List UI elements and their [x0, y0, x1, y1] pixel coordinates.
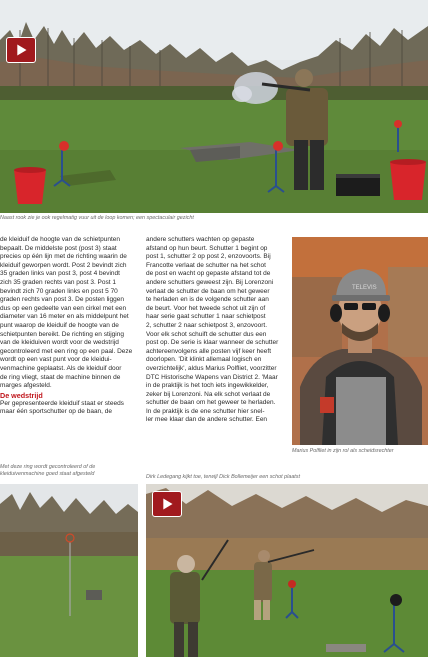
text-line: schutter de baan om het geweer te herladen.: [146, 399, 276, 407]
article-column-2: [146, 236, 286, 425]
text-line: zich 35 graden rechts van post 3. Post 1: [0, 278, 116, 286]
text-line: DTC Historische Wapens van District 2. 'Maar: [146, 373, 278, 381]
text-line: marges afgesteld.: [0, 382, 52, 390]
article-column-1: [0, 236, 140, 417]
text-line: 2, schutter 2 naar schietpost 3, enzovoort.: [146, 321, 268, 329]
section-heading: De wedstrijd: [0, 390, 43, 400]
text-line: overzichtelijk', aldus Marius Polfliet, voorzitter: [146, 364, 277, 372]
text-line: andere schutters wachten op gepaste: [146, 236, 255, 243]
text-line: haar serie gaat schutter 1 naar schietpost: [146, 313, 266, 321]
text-line: 35 graden links van post 3, post 4 bevindt: [0, 270, 120, 278]
portrait-photo: [292, 237, 428, 445]
text-line: In de praktijk is de ene schutter hier snel-: [146, 407, 265, 415]
play-icon: [7, 38, 35, 62]
ring-caption: Met deze ring wordt gecontroleerd of de kleiduivenmachine goed staat afgesteld: [0, 464, 96, 478]
text-line: post 1, schutter 2 op post 2, enzovoorts. Bij: [146, 253, 271, 261]
text-line: wordt op een vast punt voor de kleidui-: [0, 356, 112, 364]
cap-logo-text: TELEVIS: [352, 285, 377, 291]
text-line: venmachine geplaatst. Als de kleiduif door: [0, 364, 122, 372]
text-line: schietpunten bereikt. De richting en stijging: [0, 330, 124, 338]
text-line: doorlopen. 'Dit klinkt allemaal logisch en: [146, 356, 262, 364]
text-line: dus op een gedeelte van een cirkel met een: [0, 304, 127, 312]
text-line: Voor elk schot schuift de schutter dus een: [146, 330, 267, 338]
text-line: maar één sportschutter op de baan, de: [0, 408, 113, 416]
hero-caption: Naast rook zie je ook regelmatig vuur uit de loop komen; een spectaculair gezicht: [0, 215, 194, 221]
text-line: diameter van 16 meter en als middelpunt het: [0, 313, 129, 321]
text-line: van de kleiduiven wordt voor de wedstrijd: [0, 339, 119, 347]
text-line: gecontroleerd met een ring op een paal. Deze: [0, 347, 133, 355]
portrait-caption: Marius Polfliet in zijn rol als scheidsrechter: [292, 448, 394, 454]
text-line: de ring vliegt, staat de machine binnen de: [0, 373, 121, 381]
text-line: graden rechts van post 3. De posten liggen: [0, 296, 124, 304]
shooting-photo: [146, 484, 428, 657]
text-line: Francotte verlaat de schutter na het schot: [146, 261, 266, 269]
text-line: precies op één lijn met de richting waarin de: [0, 253, 127, 261]
text-line: andere schutters geweest zijn. Bij Lorenzoni: [146, 278, 274, 286]
ring-photo: [0, 484, 138, 657]
text-line: ler mee klaar dan de andere schutter. Een: [146, 416, 268, 424]
text-line: zeker bij Lorenzoni. Na elk schot verlaat de: [146, 390, 271, 398]
text-line: afstand op hun beurt. Schutter 1 begint op: [146, 244, 268, 252]
video-play-button-2[interactable]: [152, 491, 182, 517]
text-line: punt waarop de kleiduif de hoogte van de: [0, 321, 119, 329]
text-line: achtereenvolgens alle posten vijf keer heeft: [146, 347, 272, 355]
text-line: bepaalt. De middelste post (post 3) staat: [0, 244, 117, 252]
video-play-button[interactable]: [6, 37, 36, 63]
text-line: bevindt zich 70 graden links en post 5 70: [0, 287, 118, 295]
hero-photo: [0, 0, 428, 213]
text-line: te herladen en is de volgende schutter aan: [146, 296, 269, 304]
text-line: kleiduif geworpen wordt. Post 2 bevindt zich: [0, 261, 127, 269]
text-line: in de praktijk is het toch iets ingewikkelder,: [146, 382, 269, 390]
text-line: de kleiduif de hoogte van de schietpunten: [0, 236, 120, 243]
text-line: Per gepresenteerde kleiduif staat er steeds: [0, 399, 124, 407]
text-line: de beurt. Voor het tweede schot uit zijn of: [146, 304, 266, 312]
bottom-caption: Dirk Ledegang kijkt toe, terwijl Dick Bollemeijer een schot plaatst: [146, 474, 301, 480]
text-line: post op. De serie is klaar wanneer de schutter: [146, 339, 279, 347]
text-line: verlaat de schutter de baan om het geweer: [146, 287, 270, 295]
play-icon: [153, 492, 181, 516]
text-line: de post en wacht op gepaste afstand tot de: [146, 270, 271, 278]
